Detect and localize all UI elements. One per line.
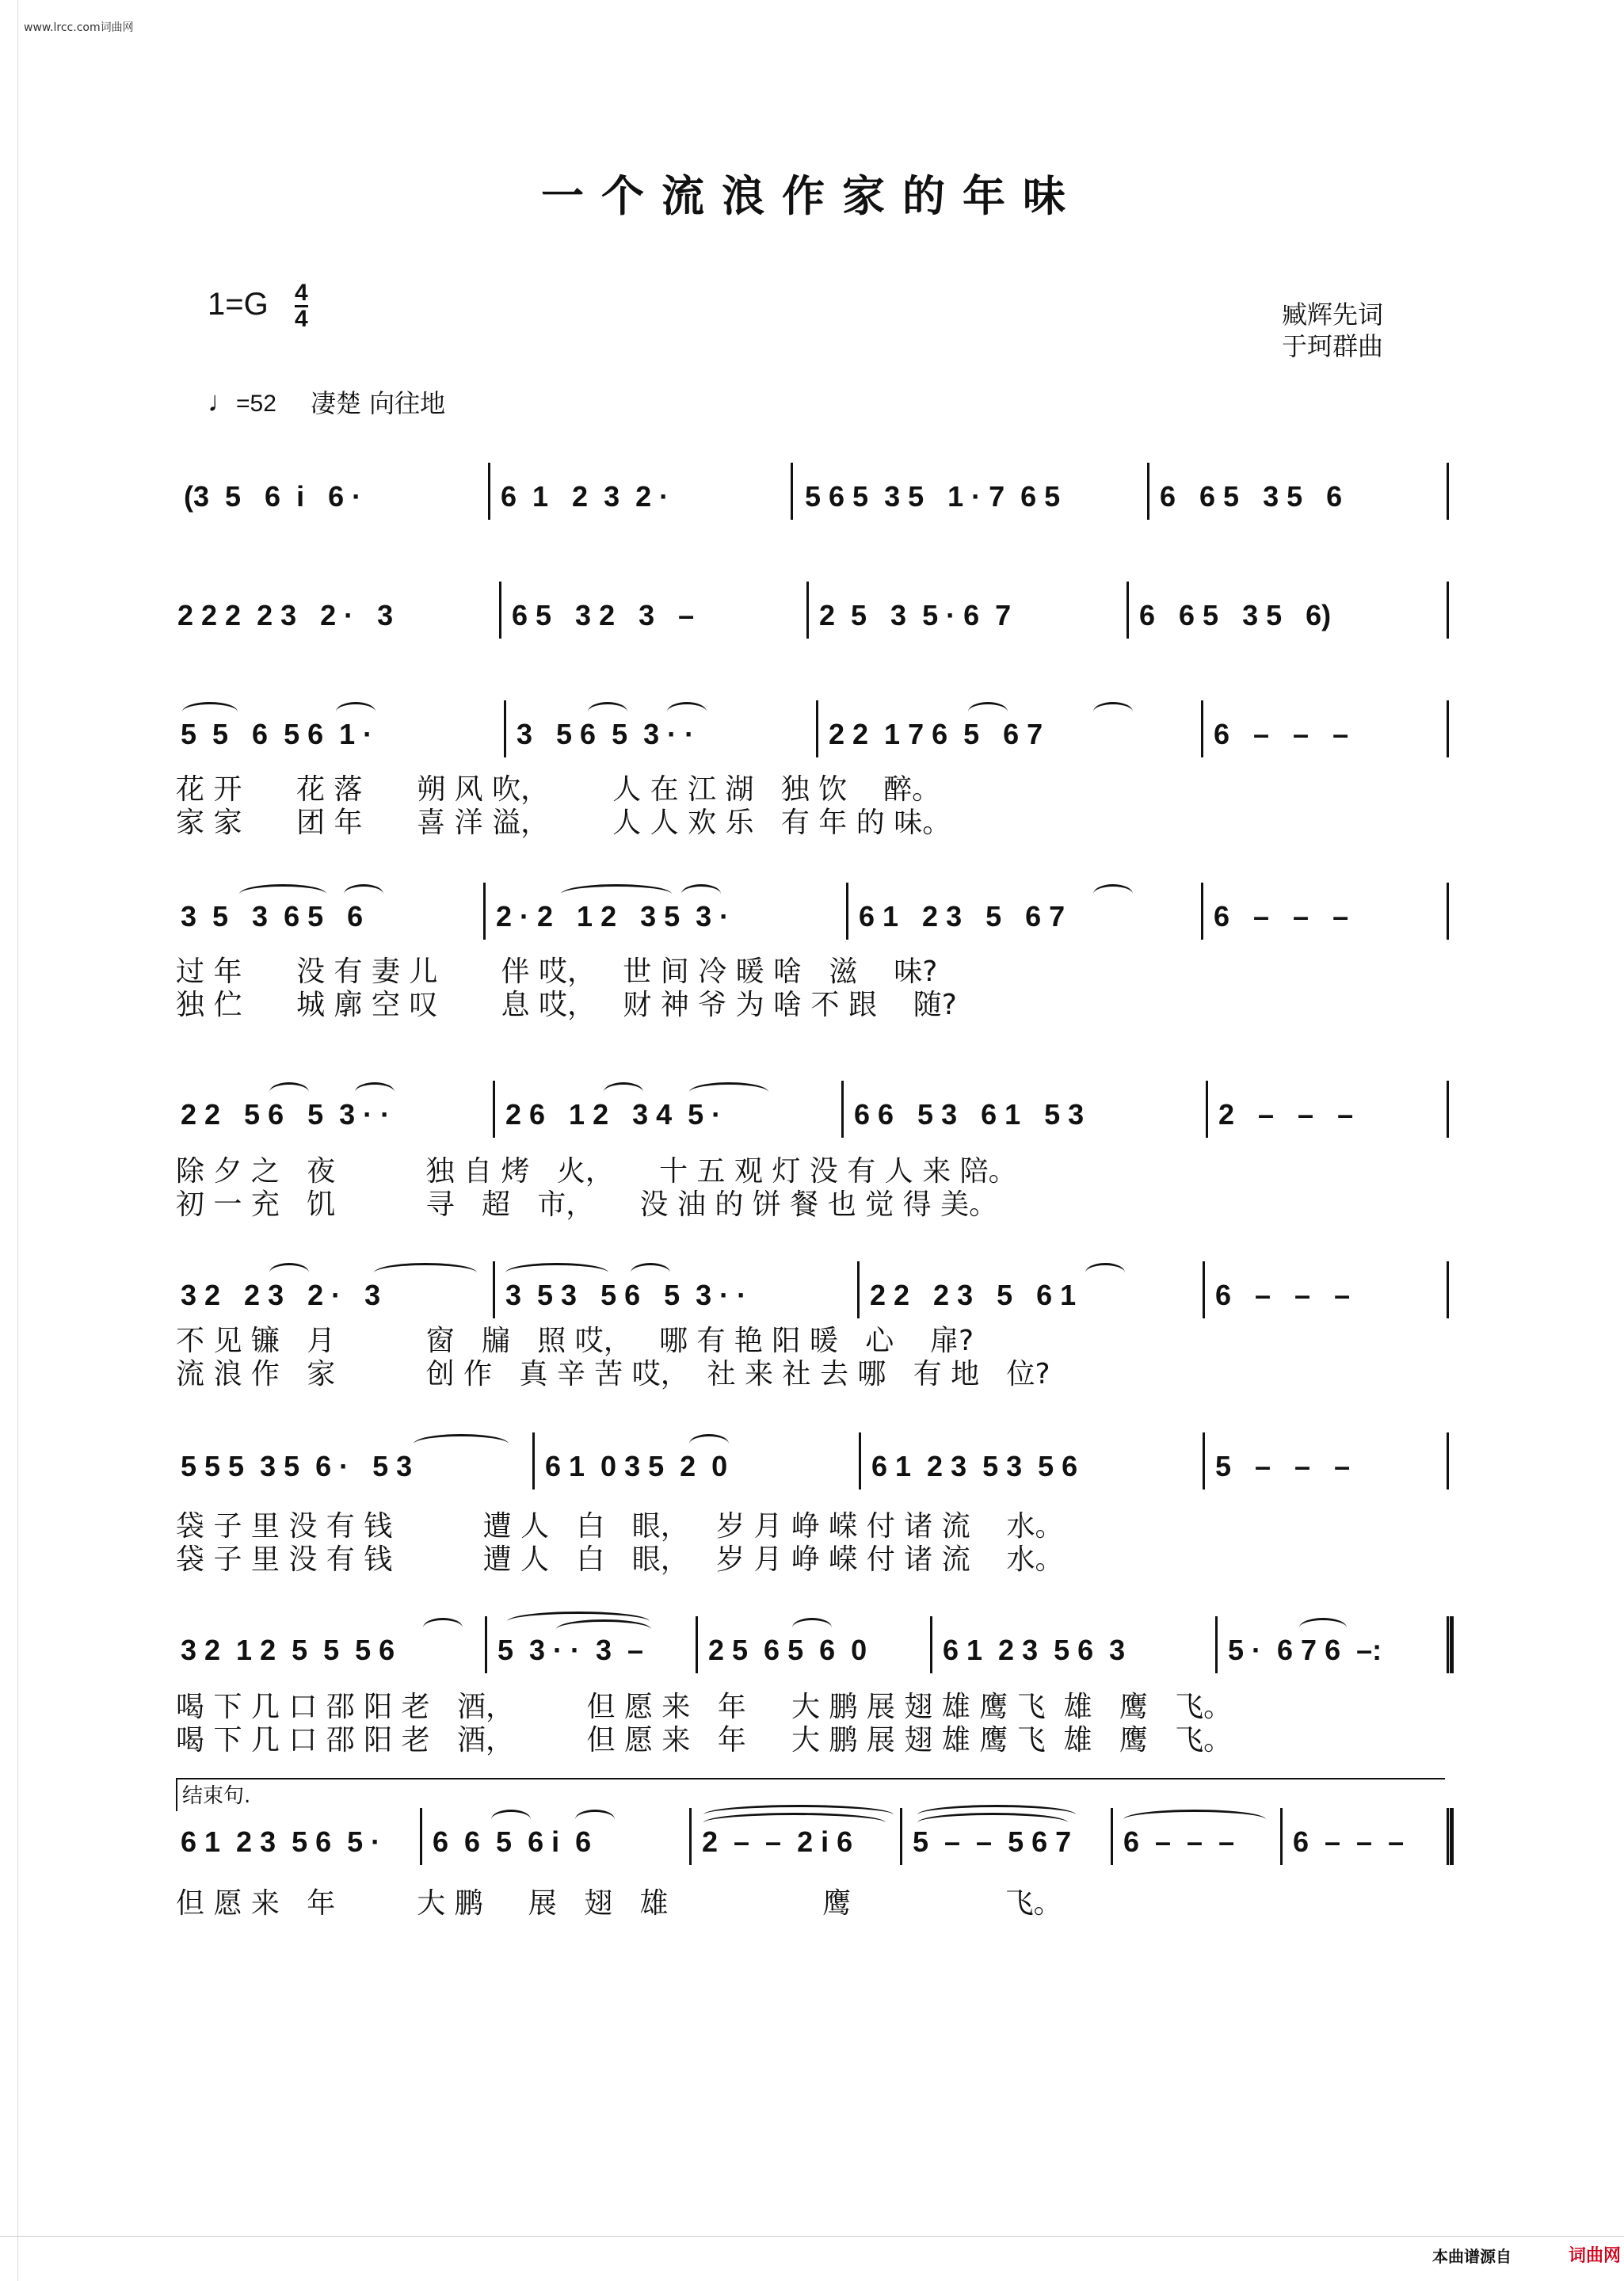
staff-notes: 6 – – –: [1293, 1825, 1405, 1858]
staff-line-7: [176, 1439, 1458, 1494]
staff-notes: 6 – – –: [1214, 900, 1349, 933]
barline: [493, 1081, 495, 1138]
ending-label: 结束句.: [182, 1784, 251, 1808]
lyrics-verse-2: 初 一 充 饥 寻 超 市， 没 油 的 饼 餐 也 觉 得 美。: [176, 1188, 998, 1221]
barline: [483, 883, 486, 940]
staff-notes: 2 6 1 2 3 4 5 ·: [505, 1098, 722, 1131]
staff-line-8: [176, 1623, 1458, 1678]
staff-notes: 2 – – 2 i 6: [702, 1825, 853, 1858]
barline: [900, 1808, 902, 1865]
barline: [499, 582, 501, 639]
staff-notes: 2 – – –: [1218, 1098, 1354, 1131]
composer-credit: 于珂群曲: [1282, 331, 1384, 361]
left-watermark-band: [0, 0, 18, 2281]
staff-notes: 3 2 2 3 2 · 3: [181, 1279, 381, 1311]
lyricist-credit: 臧辉先词: [1282, 299, 1384, 330]
staff-notes: 2 2 5 6 5 3 · ·: [181, 1098, 391, 1131]
barline: [806, 582, 809, 639]
barline: [846, 883, 848, 940]
staff-notes: 2 5 3 5 · 6 7: [819, 599, 1012, 631]
staff-notes: 5 – – –: [1215, 1450, 1351, 1482]
barline: [857, 1261, 860, 1318]
barline: [1447, 463, 1449, 520]
quarter-note-icon: ♩: [208, 385, 236, 418]
barline: [1447, 1261, 1449, 1318]
slur: [414, 1434, 509, 1454]
staff-line-1: [176, 469, 1458, 524]
staff-notes: 6 1 2 3 5 6 3: [943, 1634, 1126, 1666]
barline: [791, 463, 793, 520]
meter-top: 4: [295, 280, 308, 306]
barline: [689, 1808, 692, 1865]
lyrics-verse-2: 流 浪 作 家 创 作 真 辛 苦 哎， 社 来 社 去 哪 有 地 位?: [176, 1358, 1050, 1390]
site-mark: www.lrcc.com词曲网: [24, 21, 134, 34]
staff-notes: 6 6 5 3 6 1 5 3: [854, 1098, 1085, 1131]
staff-notes: 3 5 6 5 3 · ·: [517, 718, 695, 750]
staff-notes: 6 6 5 6 i 6: [433, 1825, 592, 1858]
barline: [696, 1616, 698, 1673]
staff-line-9: [176, 1814, 1458, 1870]
footer-divider: [0, 2236, 1624, 2237]
barline: [1111, 1808, 1113, 1865]
footer-site-logo[interactable]: 词曲网: [1569, 2246, 1622, 2266]
barline: [420, 1808, 422, 1865]
staff-line-6: [176, 1268, 1458, 1323]
staff-notes: 2 2 1 7 6 5 6 7: [829, 718, 1043, 750]
staff-notes: 6 – – –: [1123, 1825, 1235, 1858]
slur: [423, 1618, 463, 1638]
barline: [493, 1261, 495, 1318]
staff-notes: 6 1 2 3 2 ·: [501, 480, 669, 513]
staff-notes: 2 2 2 3 5 6 1: [870, 1279, 1077, 1311]
lyrics-verse-1: 袋 子 里 没 有 钱 遭 人 白 眼， 岁 月 峥 嵘 付 诸 流 水。: [176, 1510, 1064, 1543]
lyrics-ending: 但 愿 来 年 大 鹏 展 翅 雄 鹰 飞。: [176, 1887, 1062, 1920]
lyrics-verse-2: 独 伫 城 廓 空 叹 息 哎， 财 神 爷 为 啥 不 跟 随?: [176, 989, 957, 1021]
barline: [1203, 1432, 1205, 1490]
barline: [1215, 1616, 1218, 1673]
staff-notes: 3 2 1 2 5 5 5 6: [181, 1634, 395, 1666]
staff-notes: 6 – – –: [1215, 1279, 1351, 1311]
barline: [1203, 1261, 1205, 1318]
staff-line-3: [176, 707, 1458, 762]
lyrics-verse-2: 喝 下 几 口 邵 阳 老 酒， 但 愿 来 年 大 鹏 展 翅 雄 鹰 飞 雄 鹰 飞。: [176, 1724, 1233, 1757]
lyrics-verse-1: 喝 下 几 口 邵 阳 老 酒， 但 愿 来 年 大 鹏 展 翅 雄 鹰 飞 雄 鹰 飞。: [176, 1691, 1233, 1723]
barline: [1201, 883, 1203, 940]
staff-notes: 6 – – –: [1214, 718, 1349, 750]
key-signature: 1=G: [208, 287, 269, 322]
staff-notes: 6 1 2 3 5 6 7: [859, 900, 1066, 933]
staff-line-5: [176, 1087, 1458, 1142]
barline: [488, 463, 490, 520]
barline: [1447, 1432, 1449, 1490]
tempo-marking: [208, 385, 276, 418]
staff-notes: 3 5 3 5 6 5 3 · ·: [505, 1279, 747, 1311]
staff-notes: 2 2 2 2 3 2 · 3: [177, 599, 394, 631]
lyrics-verse-1: 除 夕 之 夜 独 自 烤 火， 十 五 观 灯 没 有 人 来 陪。: [176, 1155, 1017, 1188]
staff-notes: 5 – – 5 6 7: [913, 1825, 1072, 1858]
staff-notes: 2 · 2 1 2 3 5 3 ·: [496, 900, 730, 933]
barline: [841, 1081, 844, 1138]
barline: [1447, 582, 1449, 639]
barline: [816, 700, 818, 757]
barline: [1206, 1081, 1208, 1138]
staff-notes: 3 5 3 6 5 6: [181, 900, 364, 933]
staff-notes: 5 6 5 3 5 1 · 7 6 5: [805, 480, 1061, 513]
repeat-end-barline: [1447, 1616, 1454, 1673]
lyrics-verse-2: 家 家 团 年 喜 洋 溢， 人 人 欢 乐 有 年 的 味。: [176, 807, 951, 839]
meter-bottom: 4: [295, 306, 308, 332]
slur: [1085, 1263, 1125, 1283]
lyrics-verse-1: 不 见 镰 月 窗 牖 照 哎， 哪 有 艳 阳 暖 心 扉?: [176, 1325, 974, 1357]
staff-notes: 5 5 6 5 6 1 ·: [181, 718, 373, 750]
barline: [1147, 463, 1149, 520]
barline: [1447, 1081, 1449, 1138]
barline: [930, 1616, 932, 1673]
lyrics-verse-1: 过 年 没 有 妻 儿 伴 哎， 世 间 冷 暖 啥 滋 味?: [176, 956, 938, 988]
slur: [374, 1263, 477, 1283]
staff-notes: 6 5 3 2 3 –: [512, 599, 695, 631]
staff-notes: 6 1 2 3 5 3 5 6: [871, 1450, 1078, 1482]
footer-source-label: 本曲谱源自: [1432, 2247, 1512, 2266]
lyrics-verse-2: 袋 子 里 没 有 钱 遭 人 白 眼， 岁 月 峥 嵘 付 诸 流 水。: [176, 1543, 1064, 1576]
expression-marking: 凄楚 向往地: [311, 388, 446, 418]
barline: [1447, 883, 1449, 940]
staff-notes: 6 1 2 3 5 6 5 ·: [181, 1825, 381, 1858]
staff-notes: 5 5 5 3 5 6 · 5 3: [181, 1450, 413, 1482]
staff-notes: 5 3 · · 3 –: [497, 1634, 644, 1666]
lyrics-verse-1: 花 开 花 落 朔 风 吹， 人 在 江 湖 独 饮 醉。: [176, 773, 941, 806]
barline: [1127, 582, 1129, 639]
staff-notes: 6 1 0 3 5 2 0: [545, 1450, 728, 1482]
barline: [532, 1432, 535, 1490]
tempo-value: =52: [236, 391, 276, 417]
barline: [859, 1432, 861, 1490]
staff-notes: 6 6 5 3 5 6: [1160, 480, 1343, 513]
final-barline: [1447, 1808, 1454, 1865]
slur: [1093, 884, 1133, 904]
staff-line-4: [176, 889, 1458, 944]
staff-notes: (3 5 6 i 6 ·: [184, 480, 362, 513]
staff-notes: 5 · 6 7 6 –:: [1228, 1634, 1382, 1666]
staff-line-2: [176, 588, 1458, 643]
barline: [485, 1616, 487, 1673]
staff-notes: 6 6 5 3 5 6): [1139, 599, 1332, 631]
slur: [1093, 702, 1133, 722]
barline: [1201, 700, 1203, 757]
time-signature: [295, 281, 308, 331]
song-title: 一个流浪作家的年味: [541, 170, 1083, 221]
barline: [1280, 1808, 1283, 1865]
staff-notes: 2 5 6 5 6 0: [708, 1634, 867, 1666]
barline: [504, 700, 506, 757]
barline: [1447, 700, 1449, 757]
